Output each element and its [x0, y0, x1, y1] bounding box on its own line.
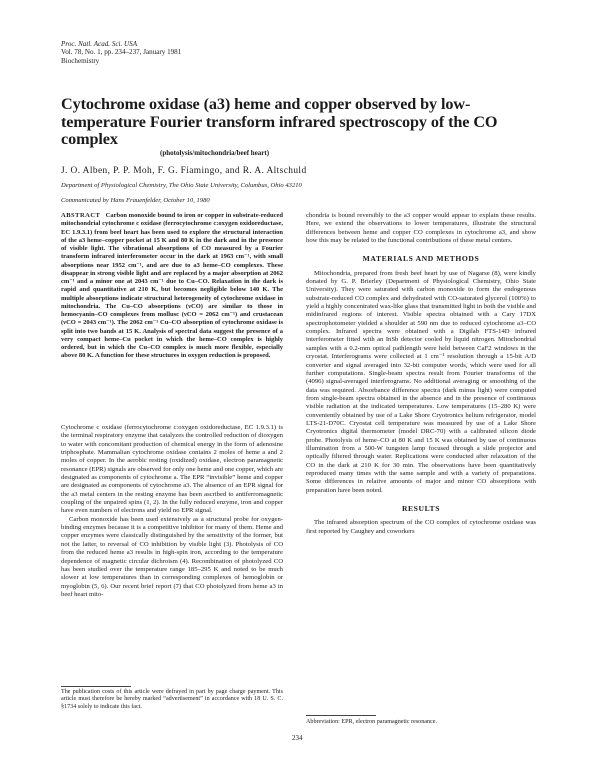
- volume-line: Vol. 78, No. 1, pp. 234–237, January 1981: [61, 48, 182, 57]
- intro-paragraph-1: Cytochrome c oxidase (ferrocytochrome c:oxygen oxidoreductase, EC 1.9.3.1) is the terminal respiratory enzyme that catalyzes the controlled reduction of dioxygen to water with concomitant production of chemical energy in the form of adenosine triphosphate. Mammalian cytochrome oxidase contains 2 moles of heme a and 2 moles of copper. In the aerobic resting (oxidized) oxidase, electron paramagnetic resonance (EPR) signals are observed for only one heme and one copper, which are designated as components of cytochrome a. The EPR “invisible” heme and copper are designated as components of cytochrome a3. The absence of an EPR signal for the a3 metal centers in the resting enzyme has been ascribed to antiferromagnetic coupling of the unpaired spins (1, 2). In the fully reduced enzyme, iron and copper have even numbers of electrons and yield no EPR signal.: [61, 424, 283, 515]
- abstract: [61, 212, 283, 361]
- intro-continued: chondria is bound reversibly to the a3 copper would appear to explain these results. Here, we extend the observations to lower temperatures, illustrate the structural differences between heme and copper CO complexes in cytochrome a3, and show how this may be related to the functional contributions of these metal centers.: [306, 212, 536, 245]
- affiliation: Department of Physiological Chemistry, The Ohio State University, Columbus, Ohio 43210: [61, 182, 302, 189]
- communicated-by: Communicated by Hans Frauenfelder, October 10, 1980: [61, 197, 210, 204]
- authors: J. O. Alben, P. P. Moh, F. G. Fiamingo, and R. A. Altschuld: [61, 166, 307, 176]
- journal-name: Proc. Natl. Acad. Sci. USA: [61, 40, 138, 48]
- results-heading: RESULTS: [401, 504, 441, 513]
- publication-footnote: The publication costs of this article were defrayed in part by page charge payment. This article must therefore be hereby marked “advertisement” in accordance with 18 U. S. C. §1734 solely to indicate this fact.: [61, 689, 283, 710]
- section-name: Biochemistry: [61, 56, 100, 65]
- methods-paragraph: Mitochondria, prepared from fresh beef heart by use of Nagarse (8), were kindly donated by G. P. Brierley (Department of Physiological Chemistry, Ohio State University). They were saturated with carbon monoxide to form the endogenous substrate-reduced CO complex and dehydrated with CO-saturated glycerol (100%) to yield a highly concentrated wax-like glass that transmitted light in both the visible and midinfrared regions of interest. Visible spectra obtained with a Cary 17DX spectrophotometer yielded a shoulder at 590 nm due to reduced cytochrome a3–CO complex. Infrared spectra were obtained with a Digilab FTS-14D infrared interferometer fitted with an InSb detector cooled by liquid nitrogen. Mitochondrial samples with a 0.2-mm optical pathlength were held between CaF2 windows in the cryostat. Interferograms were collected at 1 cm⁻¹ resolution through a 15-bit A/D converter and signal averaged into 32-bit computer words, which were used for all further computations. Single-beam spectra result from Fourier transforms of the (4096) signal-averaged interferograms. No additional averaging or smoothing of the data was required. Absorbance difference spectra (dark minus light) were computed from single-beam spectra obtained in the absence and in the presence of continuous visible radiation at the indicated temperatures. Low temperatures (15–280 K) were conveniently obtained by use of a Lake Shore Cryotronics helium refrigerator, model LTS-21-D70C. Cryostat cell temperature was measured by use of a Lake Shore Cryotronics digital thermometer (model DRC-70) with a calibrated silicon diode probe. Photolysis of heme–CO at 80 K and 15 K was obtained by use of continuous illumination from a 500-W tungsten lamp focused through a slide projector and optically filtered through water. Replications were conducted after relaxation of the CO in the dark at 210 K for 30 min. The observations have been quantitatively reproduced many times with the same sample and with a variety of preparations. Some differences in relative amounts of major and minor CO absorptions with preparation have been noted.: [306, 269, 536, 494]
- methods-heading: MATERIALS AND METHODS: [362, 254, 480, 264]
- right-column-body: [306, 212, 536, 536]
- intro-paragraph-2: Carbon monoxide has been used extensively as a structural probe for oxygen-binding enzymes because it is a competitive inhibitor for many of them. Heme and copper enzymes were classically distinguished by the sensitivity of the former, but not the latter, to reversal of CO inhibition by visible light (3). Photolysis of CO from the reduced heme a3 results in high-spin iron, according to the temperature dependence of magnetic circular dichroism (4). Recombination of photolyzed CO has been studied over the temperature range 185–295 K and noted to be much slower at low temperatures than in corresponding complexes of hemoglobin or myoglobin (5, 6). Our recent brief report (7) that CO photolyzed from heme a3 in beef heart mito-: [61, 515, 283, 598]
- journal-header: [61, 40, 181, 65]
- results-paragraph: The infrared absorption spectrum of the CO complex of cytochrome oxidase was first reported by Caughey and coworkers: [306, 519, 536, 535]
- abbreviation-note: Abbreviation: EPR, electron paramagnetic resonance.: [306, 719, 437, 725]
- left-column-body: [61, 424, 283, 599]
- abbreviation-rule: [306, 715, 376, 716]
- abstract-label: ABSTRACT: [61, 212, 101, 219]
- paper-title: Cytochrome oxidase (a3) heme and copper observed by low-temperature Fourier transform infrared spectroscopy of the CO complex: [61, 95, 498, 149]
- footnote-rule: [61, 686, 131, 687]
- abstract-text: Carbon monoxide bound to iron or copper in substrate-reduced mitochondrial cytochrome c oxidase (ferrocytochrome c:oxygen oxidoreductase, EC 1.9.3.1) from beef heart has been used to explore the structural interaction of the a3 heme–copper pocket at 15 K and 80 K in the dark and in the presence of visible light. The vibrational absorptions of CO measured by a Fourier transform infrared interferometer occur in the dark at 1963 cm⁻¹, with small absorptions near 1952 cm⁻¹, and are due to a3 heme–CO complexes. These disappear in strong visible light and are replaced by a major absorption at 2062 cm⁻¹ and a minor one at 2043 cm⁻¹ due to Cu–CO. Relaxation in the dark is rapid and quantitative at 210 K, but becomes negligible below 140 K. The multiple absorptions indicate structural heterogeneity of cytochrome oxidase in mitochondria. The Cu–CO absorptions (νCO) are similar to those in hemocyanin–CO complexes from mollusc (νCO = 2062 cm⁻¹) and crustacean (νCO = 2043 cm⁻¹). The 2062 cm⁻¹ Cu–CO absorption of cytochrome oxidase is split into two bands at 15 K. Analysis of spectral data suggest the presence of a very compact heme–Cu pocket in which the heme–CO complex is highly ordered, but in which the Cu–CO complex is much more flexible, especially above 80 K. A function for these structures in oxygen reduction is proposed.: [61, 212, 284, 360]
- keywords: (photolysis/mitochondria/beef heart): [160, 149, 270, 157]
- page-number: 234: [292, 734, 303, 742]
